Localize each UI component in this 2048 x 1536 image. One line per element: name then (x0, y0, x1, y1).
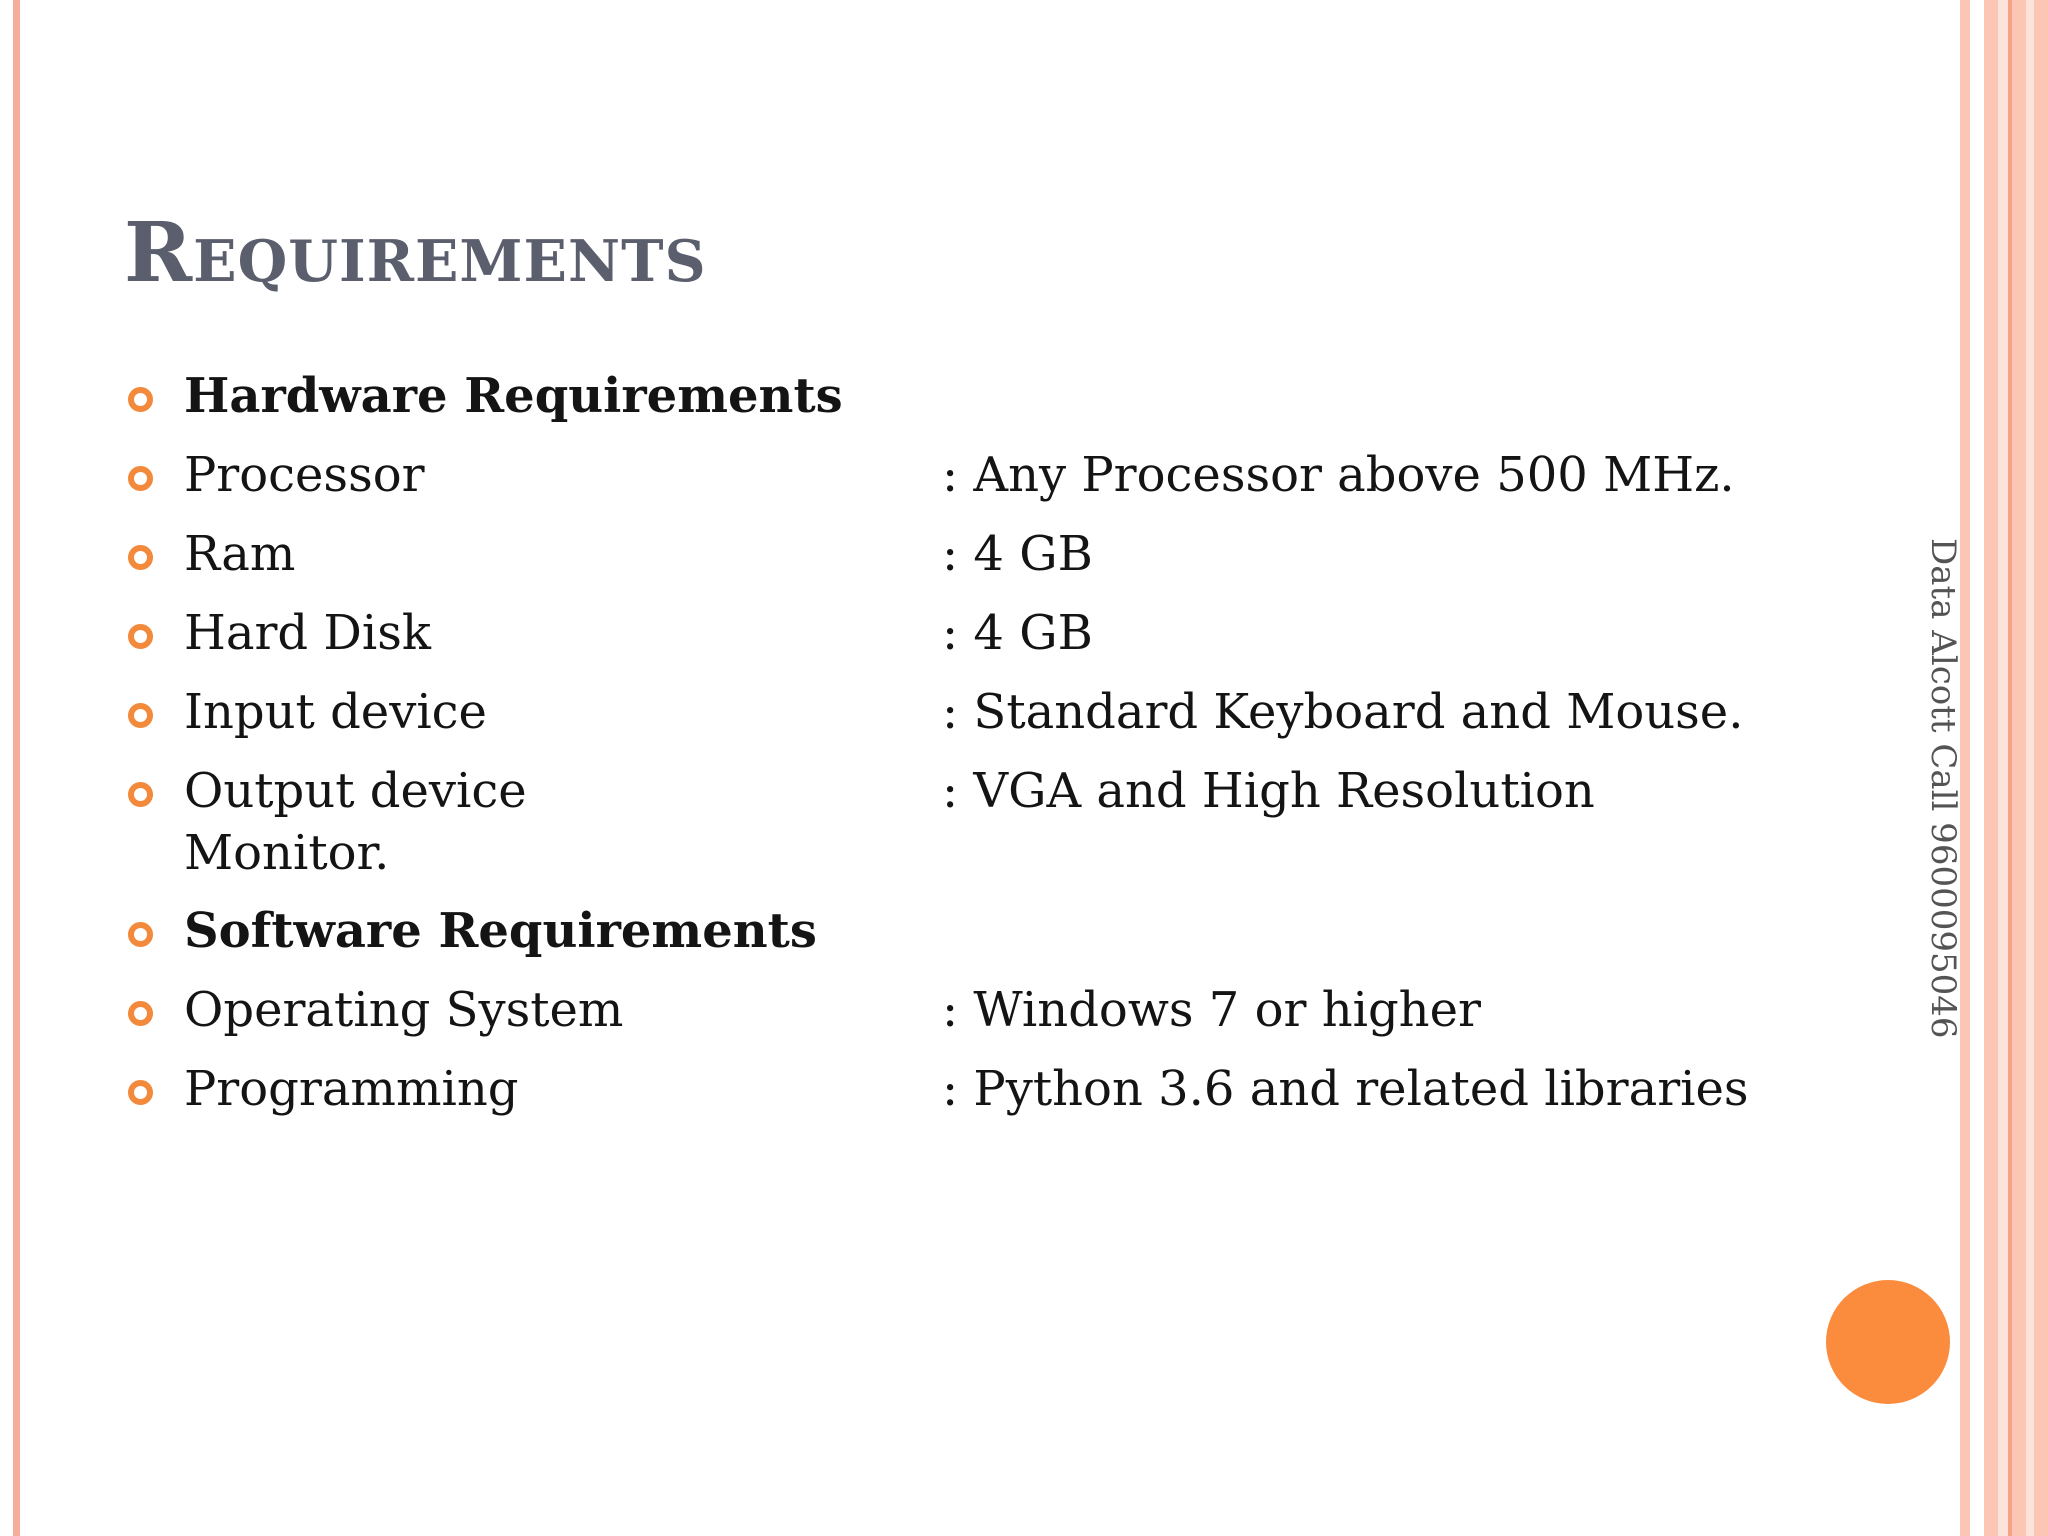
list-item-operating-system (124, 979, 1744, 1058)
item-label: Ram (184, 526, 296, 582)
item-label (184, 760, 784, 884)
list-item-ram (124, 523, 1744, 602)
item-value: : VGA and High Resolution (942, 763, 1595, 819)
circle-bullet-icon (128, 922, 153, 947)
item-label: Input device (184, 684, 487, 740)
list-item-input-device (124, 681, 1744, 760)
item-label: Hardware Requirements (184, 368, 843, 424)
circle-bullet-icon (128, 703, 153, 728)
item-label-line2: Monitor. (184, 825, 390, 881)
item-value: : Any Processor above 500 MHz. (942, 447, 1735, 503)
list-item-processor (124, 444, 1744, 523)
list-item-output-device (124, 760, 1744, 900)
orange-circle-decoration (1826, 1280, 1950, 1404)
list-item-software-heading (124, 900, 1744, 979)
item-label-line1: Output device (184, 763, 527, 819)
list-item-programming (124, 1058, 1749, 1137)
item-label: Hard Disk (184, 605, 431, 661)
circle-bullet-icon (128, 1080, 153, 1105)
right-decorative-band (1960, 0, 2048, 1536)
circle-bullet-icon (128, 1001, 153, 1026)
left-border-stripe (13, 0, 20, 1536)
item-label: Software Requirements (184, 903, 817, 959)
item-value: : Windows 7 or higher (942, 982, 1481, 1038)
circle-bullet-icon (128, 466, 153, 491)
requirements-list (124, 365, 1749, 1137)
item-value: : 4 GB (942, 605, 1093, 661)
vertical-footer-text: Data Alcott Call 9600095046 (1923, 538, 1963, 1039)
slide-title: Requirements (124, 205, 707, 301)
item-value: : Standard Keyboard and Mouse. (942, 684, 1744, 740)
list-item-hard-disk (124, 602, 1744, 681)
item-label: Processor (184, 447, 425, 503)
circle-bullet-icon (128, 624, 153, 649)
list-item-hardware-heading (124, 365, 1744, 444)
circle-bullet-icon (128, 387, 153, 412)
circle-bullet-icon (128, 782, 153, 807)
item-label: Operating System (184, 982, 624, 1038)
item-value: : Python 3.6 and related libraries (942, 1061, 1749, 1117)
circle-bullet-icon (128, 545, 153, 570)
item-label: Programming (184, 1061, 519, 1117)
item-value: : 4 GB (942, 526, 1093, 582)
